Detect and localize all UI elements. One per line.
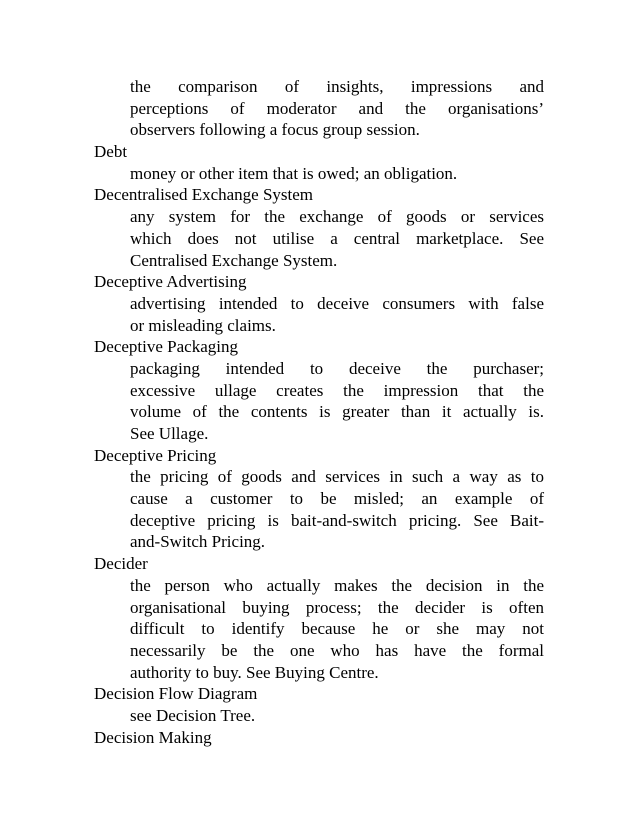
definition-line: deceptive pricing is bait-and-switch pricing. See Bait- <box>130 510 544 530</box>
glossary-term: Deceptive Pricing <box>94 445 217 465</box>
glossary-entry <box>94 141 544 184</box>
definition-line: and-Switch Pricing. <box>130 532 266 552</box>
definition-line: necessarily be the one who has have the formal <box>130 640 544 660</box>
definition-line: the comparison of insights, impressions and <box>130 77 544 96</box>
definition-line: excessive ullage creates the impression that the <box>130 380 544 400</box>
definition-line: the pricing of goods and services in such a way as to <box>130 467 544 487</box>
definition-line: difficult to identify because he or she may not <box>130 619 544 639</box>
definition-line: See Ullage. <box>130 424 209 443</box>
definition-line: perceptions of moderator and the organisations’ <box>130 98 544 118</box>
definition-line: any system for the exchange of goods or services <box>130 207 544 227</box>
glossary-term: Deceptive Advertising <box>94 272 247 292</box>
definition-line: money or other item that is owed; an obligation. <box>130 163 458 183</box>
glossary-term: Decider <box>94 554 148 574</box>
glossary-entry <box>94 683 544 726</box>
glossary-entry <box>94 336 544 444</box>
definition-line: organisational buying process; the decider is often <box>130 597 544 617</box>
glossary-term: Deceptive Packaging <box>94 337 238 357</box>
definition-line: Centralised Exchange System. <box>130 250 338 270</box>
definition-line: advertising intended to deceive consumers with false <box>130 293 544 313</box>
glossary-term: Debt <box>94 142 128 162</box>
glossary-entry <box>94 445 544 553</box>
glossary-entry <box>94 727 544 749</box>
definition-line: or misleading claims. <box>130 315 276 335</box>
glossary-content <box>94 76 544 748</box>
glossary-term: Decentralised Exchange System <box>94 185 314 205</box>
definition-line: which does not utilise a central marketplace. See <box>130 228 544 248</box>
glossary-term: Decision Flow Diagram <box>94 684 258 704</box>
glossary-entry <box>94 76 544 141</box>
definition-line: cause a customer to be misled; an example of <box>130 489 544 509</box>
definition-line: authority to buy. See Buying Centre. <box>130 662 379 682</box>
glossary-term: Decision Making <box>94 727 212 747</box>
glossary-entry <box>94 271 544 336</box>
glossary-entry <box>94 184 544 271</box>
glossary-entry <box>94 553 544 683</box>
definition-line: volume of the contents is greater than it actually is. <box>130 402 544 422</box>
definition-line: the person who actually makes the decision in the <box>130 575 544 595</box>
definition-line: packaging intended to deceive the purchaser; <box>130 358 544 378</box>
definition-line: observers following a focus group session. <box>130 120 420 140</box>
definition-line: see Decision Tree. <box>130 705 256 725</box>
